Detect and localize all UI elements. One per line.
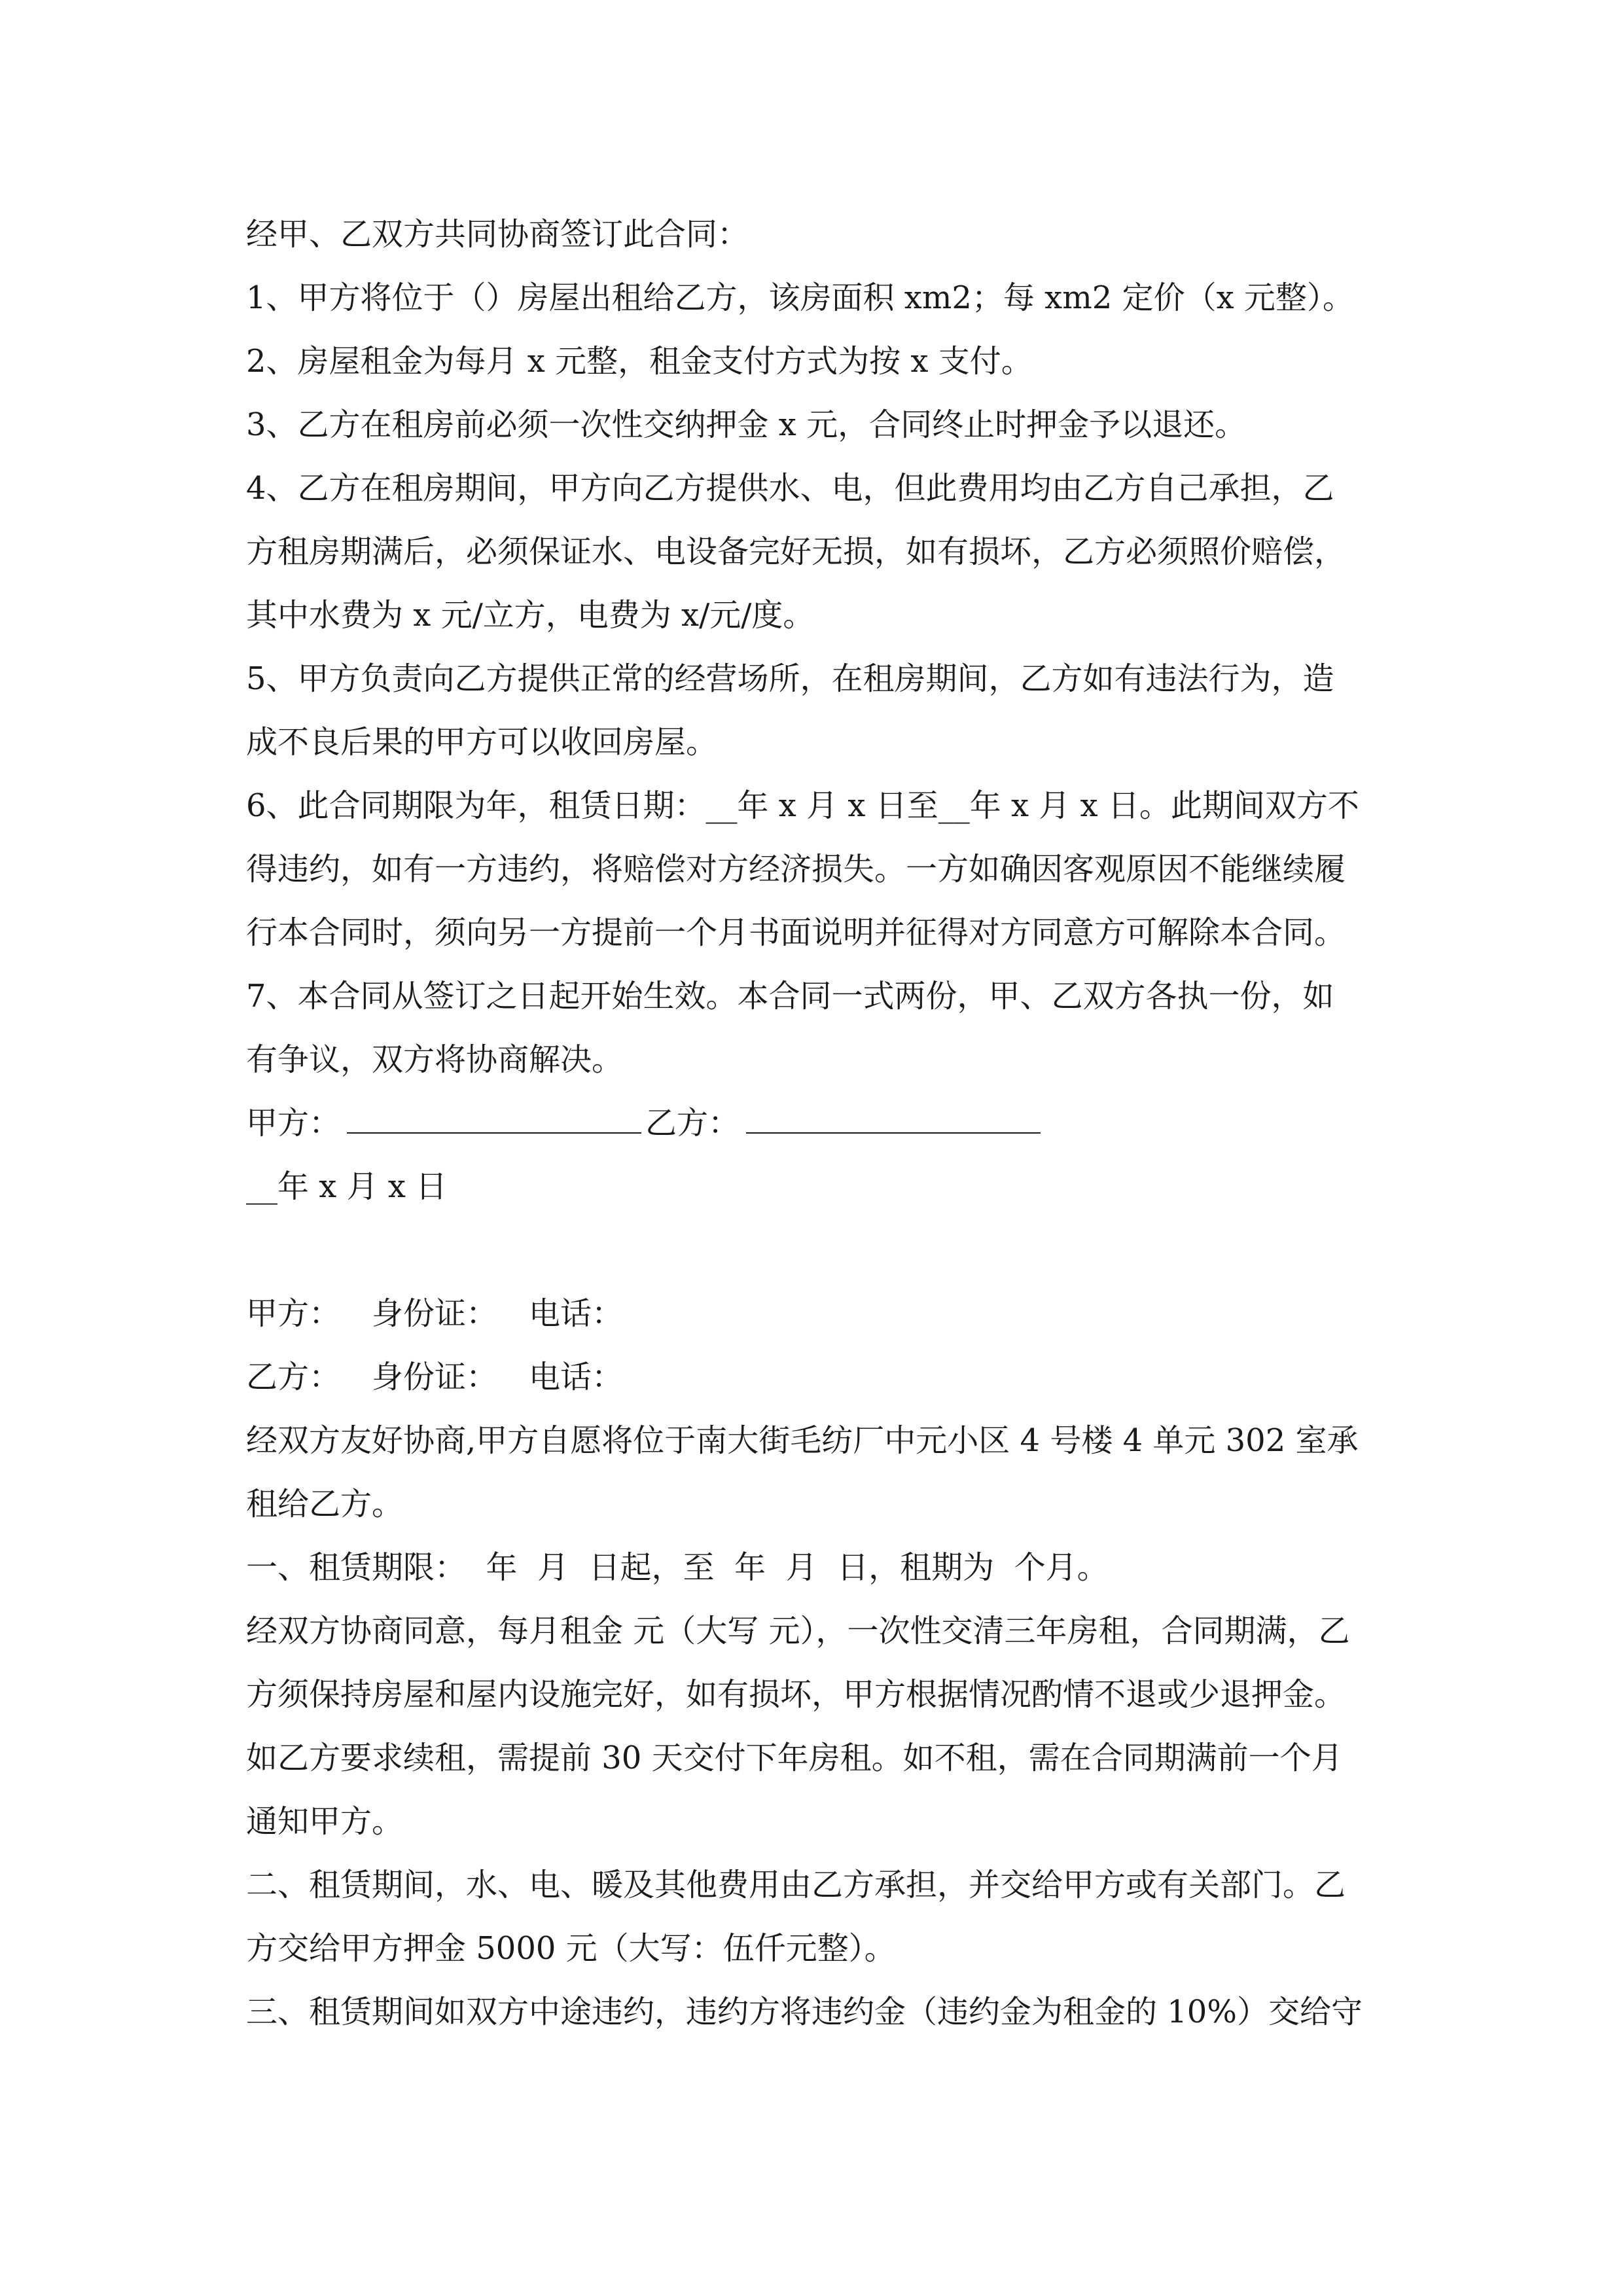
contract2-party-a-row bbox=[246, 1282, 1398, 1346]
contract2-line: 租给乙方。 bbox=[246, 1486, 404, 1522]
contract1-line: 5、甲方负责向乙方提供正常的经营场所，在租房期间，乙方如有违法行为，造 bbox=[246, 660, 1334, 697]
party-b-label: 乙方： bbox=[645, 1105, 740, 1141]
contract1-line: 2、房屋租金为每月 x 元整，租金支付方式为按 x 支付。 bbox=[246, 343, 1033, 380]
contract2-line: 二、租赁期间，水、电、暖及其他费用由乙方承担，并交给甲方或有关部门。乙 bbox=[246, 1867, 1346, 1903]
party-b-label: 乙方： bbox=[246, 1359, 341, 1395]
contract2-line: 三、租赁期间如双方中途违约，违约方将违约金（违约金为租金的 10%）交给守 bbox=[246, 1994, 1363, 2030]
party-a-id-label: 身份证： bbox=[372, 1295, 498, 1332]
party-b-signature-line bbox=[746, 1106, 1041, 1134]
contract1-line: 3、乙方在租房前必须一次性交纳押金 x 元，合同终止时押金予以退还。 bbox=[246, 406, 1247, 443]
contract1-line: 6、此合同期限为年，租赁日期：__年 x 月 x 日至__年 x 月 x 日。此期间双方不 bbox=[246, 787, 1359, 824]
contract1-line: 成不良后果的甲方可以收回房屋。 bbox=[246, 724, 718, 761]
document-body bbox=[246, 203, 1398, 2044]
contract2-line: 如乙方要求续租，需提前 30 天交付下年房租。如不租，需在合同期满前一个月 bbox=[246, 1740, 1343, 1776]
party-a-label: 甲方： bbox=[246, 1105, 341, 1141]
party-a-phone-label: 电话： bbox=[529, 1295, 624, 1332]
party-b-phone-label: 电话： bbox=[529, 1359, 624, 1395]
contract1-line: 有争议，双方将协商解决。 bbox=[246, 1041, 624, 1078]
signature-row bbox=[246, 1092, 1398, 1155]
contract1-intro: 经甲、乙双方共同协商签订此合同： bbox=[246, 216, 749, 253]
contract2-line: 经双方协商同意，每月租金 元（大写 元），一次性交清三年房租，合同期满，乙 bbox=[246, 1613, 1350, 1649]
contract1-line: 得违约，如有一方违约，将赔偿对方经济损失。一方如确因客观原因不能继续履 bbox=[246, 851, 1346, 888]
section-gap bbox=[246, 1219, 1398, 1282]
contract1-line: 7、本合同从签订之日起开始生效。本合同一式两份，甲、乙双方各执一份，如 bbox=[246, 978, 1334, 1014]
contract2-line: 一、租赁期限： 年 月 日起，至 年 月 日，租期为 个月。 bbox=[246, 1549, 1109, 1586]
contract1-line: 1、甲方将位于（）房屋出租给乙方，该房面积 xm2；每 xm2 定价（x 元整）。 bbox=[246, 279, 1354, 316]
contract1-date: __年 x 月 x 日 bbox=[246, 1168, 448, 1205]
contract1-line: 其中水费为 x 元/立方，电费为 x/元/度。 bbox=[246, 597, 815, 634]
party-a-label: 甲方： bbox=[246, 1295, 341, 1332]
contract2-line: 通知甲方。 bbox=[246, 1803, 404, 1840]
party-a-signature-line bbox=[347, 1106, 641, 1134]
party-b-id-label: 身份证： bbox=[372, 1359, 498, 1395]
contract2-party-b-row bbox=[246, 1346, 1398, 1409]
contract2-line: 方交给甲方押金 5000 元（大写：伍仟元整）。 bbox=[246, 1930, 896, 1967]
contract1-line: 行本合同时，须向另一方提前一个月书面说明并征得对方同意方可解除本合同。 bbox=[246, 914, 1346, 951]
contract1-line: 方租房期满后，必须保证水、电设备完好无损，如有损坏，乙方必须照价赔偿， bbox=[246, 533, 1346, 570]
contract2-line: 方须保持房屋和屋内设施完好，如有损坏，甲方根据情况酌情不退或少退押金。 bbox=[246, 1676, 1346, 1713]
contract1-line: 4、乙方在租房期间，甲方向乙方提供水、电，但此费用均由乙方自己承担，乙 bbox=[246, 470, 1334, 507]
contract2-line: 经双方友好协商,甲方自愿将位于南大街毛纺厂中元小区 4 号楼 4 单元 302 室承 bbox=[246, 1422, 1359, 1459]
